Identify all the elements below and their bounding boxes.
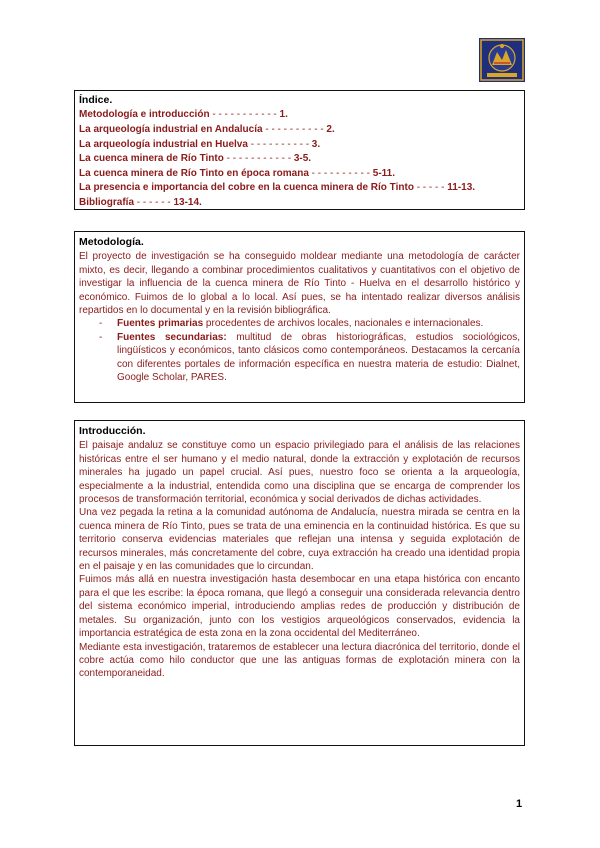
index-entry [79, 181, 520, 196]
index-entry-leader: - - - - - - - - - - [247, 138, 310, 150]
source-text: multitud de obras historiográficas, estudios sociológicos, lingüísticos y económicos, tanto clásicos como contemporáneos. Destacamos la cercanía con diferentes portales de información específica en nuestra materia de estudio: Dialnet, Google Scholar, PARES. [117, 331, 521, 384]
index-entry-page: 5-11. [369, 167, 396, 179]
introduction-paragraph: Una vez pegada la retina a la comunidad autónoma de Andalucía, nuestra mirada se centra en la cuenca minera de Río Tinto, pues se trata de una eminencia en la continuidad histórica. Es que su territorio conserva evidencias materiales que reflejan una intensa y seguida explotación de recursos minerales, más concretamente del cobre, cuya extracción ha creado una identidad propia en el paisaje y en las comunidades que lo circundan. [79, 507, 520, 573]
index-entry-leader: - - - - - [413, 182, 445, 194]
index-entry-page: 13-14. [170, 196, 202, 208]
index-entry-page: 2. [323, 124, 335, 135]
methodology-box [74, 231, 525, 403]
introduction-title: Introducción. [79, 425, 146, 437]
index-entry-label: La cuenca minera de Río Tinto [79, 153, 224, 165]
source-item-secondary [99, 331, 520, 385]
index-entries [79, 108, 520, 210]
index-entry-label: La presencia e importancia del cobre en la cuenca minera de Río Tinto [79, 182, 414, 194]
index-entry-label: Metodología e introducción [79, 109, 210, 121]
index-entry-page: 3. [309, 138, 321, 150]
index-entry [79, 152, 520, 167]
index-entry-leader: - - - - - - [134, 196, 171, 208]
sources-list [79, 317, 520, 384]
index-entry-label: Bibliografía [79, 196, 135, 208]
introduction-box [74, 420, 525, 746]
source-text: procedentes de archivos locales, nacionales e internacionales. [203, 318, 484, 330]
source-label: Fuentes secundarias: [117, 331, 227, 343]
index-entry-leader: - - - - - - - - - - [262, 124, 324, 135]
index-entry [79, 123, 520, 138]
index-entry-label: La cuenca minera de Río Tinto en época romana [79, 167, 309, 179]
introduction-paragraph: Mediante esta investigación, trataremos de establecer una lectura diacrónica del territorio, donde el cobre actúa como hilo conductor que une las antiguas formas de explotación minera con la contemporaneidad. [79, 641, 520, 680]
index-entry-page: 3-5. [291, 153, 312, 165]
index-entry [79, 108, 520, 123]
methodology-title: Metodología. [79, 236, 144, 248]
introduction-paragraph: Fuimos más allá en nuestra investigación hasta desembocar en una etapa histórica con encanto para el que les escribe: la época romana, que llegó a conseguir una considerada relevancia dentro del sistema económico imperial, introduciendo amplias redes de producción y distribución de metales. Su organización, junto con los vestigios arqueológicos conservados, evidencia la importancia estratégica de esta zona en la zona occidental del Mediterráneo. [79, 574, 520, 640]
index-entry [79, 196, 520, 211]
institution-logo [479, 38, 525, 82]
index-title: Índice. [79, 94, 113, 106]
index-entry-label: La arqueología industrial en Huelva [79, 138, 248, 150]
index-entry-page: 11-13. [444, 182, 476, 194]
index-entry-leader: - - - - - - - - - - - [223, 153, 292, 165]
methodology-paragraph: El proyecto de investigación se ha conseguido moldear mediante una metodología de carácter mixto, es decir, llegando a combinar procedimientos cualitativos y cuantitativos con el objetivo de investigar la influencia de la cuenca minera de Río Tinto - Huelva en el desarrollo histórico y económico. Fuimos de lo global a lo local. Así pues, se ha intentado realizar diversos análisis repartidos en lo documental y en la revisión bibliográfica. [79, 251, 520, 317]
index-entry-page: 1. [276, 109, 288, 121]
source-label: Fuentes primarias [117, 318, 204, 330]
index-box [74, 90, 525, 210]
index-entry [79, 138, 520, 153]
index-entry-leader: - - - - - - - - - - [308, 167, 370, 179]
page-number: 1 [516, 798, 523, 810]
introduction-paragraph: El paisaje andaluz se constituye como un espacio privilegiado para el análisis de las relaciones históricas entre el ser humano y el medio natural, donde la extracción y explotación de recursos minerales ha jugado un papel crucial. Así pues, nuestro foco se orienta a la arqueología, especialmente a la industrial, entendida como una disciplina que se encarga de comprender los procesos de transformación territorial, económica y social derivados de dichas actividades. [79, 440, 520, 506]
index-entry-label: La arqueología industrial en Andalucía [79, 124, 263, 135]
index-entry [79, 167, 520, 182]
source-item-primary [99, 317, 520, 330]
index-entry-leader: - - - - - - - - - - - [209, 109, 277, 121]
